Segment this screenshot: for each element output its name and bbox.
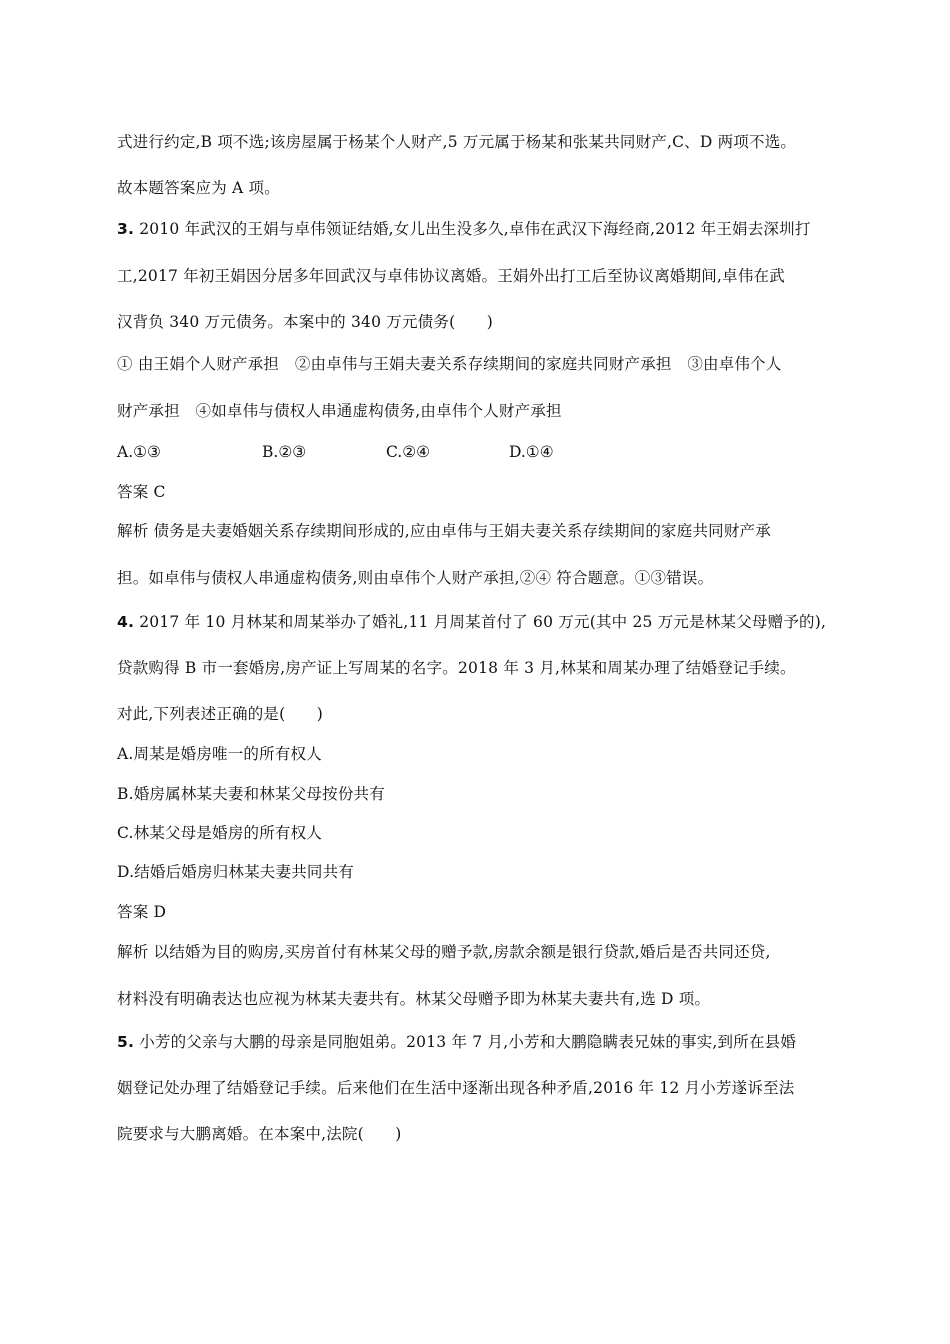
q3-option-d: D.①④ (509, 443, 554, 461)
prev-analysis-line-2: 故本题答案应为 A 项。 (117, 179, 280, 197)
q3-option-b: B.②③ (262, 443, 307, 461)
q3-stem-text-1: 2010 年武汉的王娟与卓伟领证结婚,女儿出生没多久,卓伟在武汉下海经商,2012 年王娟去深圳打 (134, 220, 811, 238)
q4-stem-line-3: 对此,下列表述正确的是( ) (117, 705, 324, 723)
q4-option-d: D.结婚后婚房归林某夫妻共同共有 (117, 863, 355, 881)
q4-stem-line-2: 贷款购得 B 市一套婚房,房产证上写周某的名字。2018 年 3 月,林某和周某办理了结婚登记手续。 (117, 659, 796, 677)
prev-analysis-line-1: 式进行约定,B 项不选;该房屋属于杨某个人财产,5 万元属于杨某和张某共同财产,C、D 两项不选。 (117, 133, 797, 151)
q3-items-line-1: ① 由王娟个人财产承担 ②由卓伟与王娟夫妻关系存续期间的家庭共同财产承担 ③由卓伟个人 (117, 355, 782, 373)
q5-stem-line-2: 姻登记处办理了结婚登记手续。后来他们在生活中逐渐出现各种矛盾,2016 年 12 月小芳遂诉至法 (117, 1079, 795, 1097)
q3-stem-line-3: 汉背负 340 万元债务。本案中的 340 万元债务( ) (117, 313, 493, 331)
q3-option-a: A.①③ (117, 443, 161, 461)
q4-number: 4. (117, 613, 135, 631)
q3-option-c: C.②④ (386, 443, 431, 461)
q5-stem-line-3: 院要求与大鹏离婚。在本案中,法院( ) (117, 1125, 402, 1143)
q4-answer: 答案 D (117, 903, 167, 921)
q4-stem-line-1 (117, 612, 826, 632)
q3-items-line-2: 财产承担 ④如卓伟与债权人串通虚构债务,由卓伟个人财产承担 (117, 402, 562, 420)
q4-option-a: A.周某是婚房唯一的所有权人 (117, 745, 322, 763)
q5-stem-text-1: 小芳的父亲与大鹏的母亲是同胞姐弟。2013 年 7 月,小芳和大鹏隐瞒表兄妹的事实,到所在县婚 (134, 1033, 797, 1051)
q4-option-b: B.婚房属林某夫妻和林某父母按份共有 (117, 785, 385, 803)
q3-stem-line-1 (117, 219, 811, 239)
q3-analysis-line-1: 解析 债务是夫妻婚姻关系存续期间形成的,应由卓伟与王娟夫妻关系存续期间的家庭共同财产承 (117, 522, 771, 540)
q4-analysis-line-2: 材料没有明确表达也应视为林某夫妻共有。林某父母赠予即为林某夫妻共有,选 D 项。 (117, 990, 711, 1008)
q5-stem-line-1 (117, 1032, 796, 1052)
q4-option-c: C.林某父母是婚房的所有权人 (117, 824, 323, 842)
q3-analysis-line-2: 担。如卓伟与债权人串通虚构债务,则由卓伟个人财产承担,②④ 符合题意。①③错误。 (117, 569, 714, 587)
q5-number: 5. (117, 1033, 135, 1051)
q4-analysis-line-1: 解析 以结婚为目的购房,买房首付有林某父母的赠予款,房款余额是银行贷款,婚后是否共同还贷, (117, 943, 771, 961)
q3-answer: 答案 C (117, 483, 166, 501)
q3-stem-line-2: 工,2017 年初王娟因分居多年回武汉与卓伟协议离婚。王娟外出打工后至协议离婚期间,卓伟在武 (117, 267, 785, 285)
q4-stem-text-1: 2017 年 10 月林某和周某举办了婚礼,11 月周某首付了 60 万元(其中 25 万元是林某父母赠予的), (134, 613, 827, 631)
q3-number: 3. (117, 220, 135, 238)
